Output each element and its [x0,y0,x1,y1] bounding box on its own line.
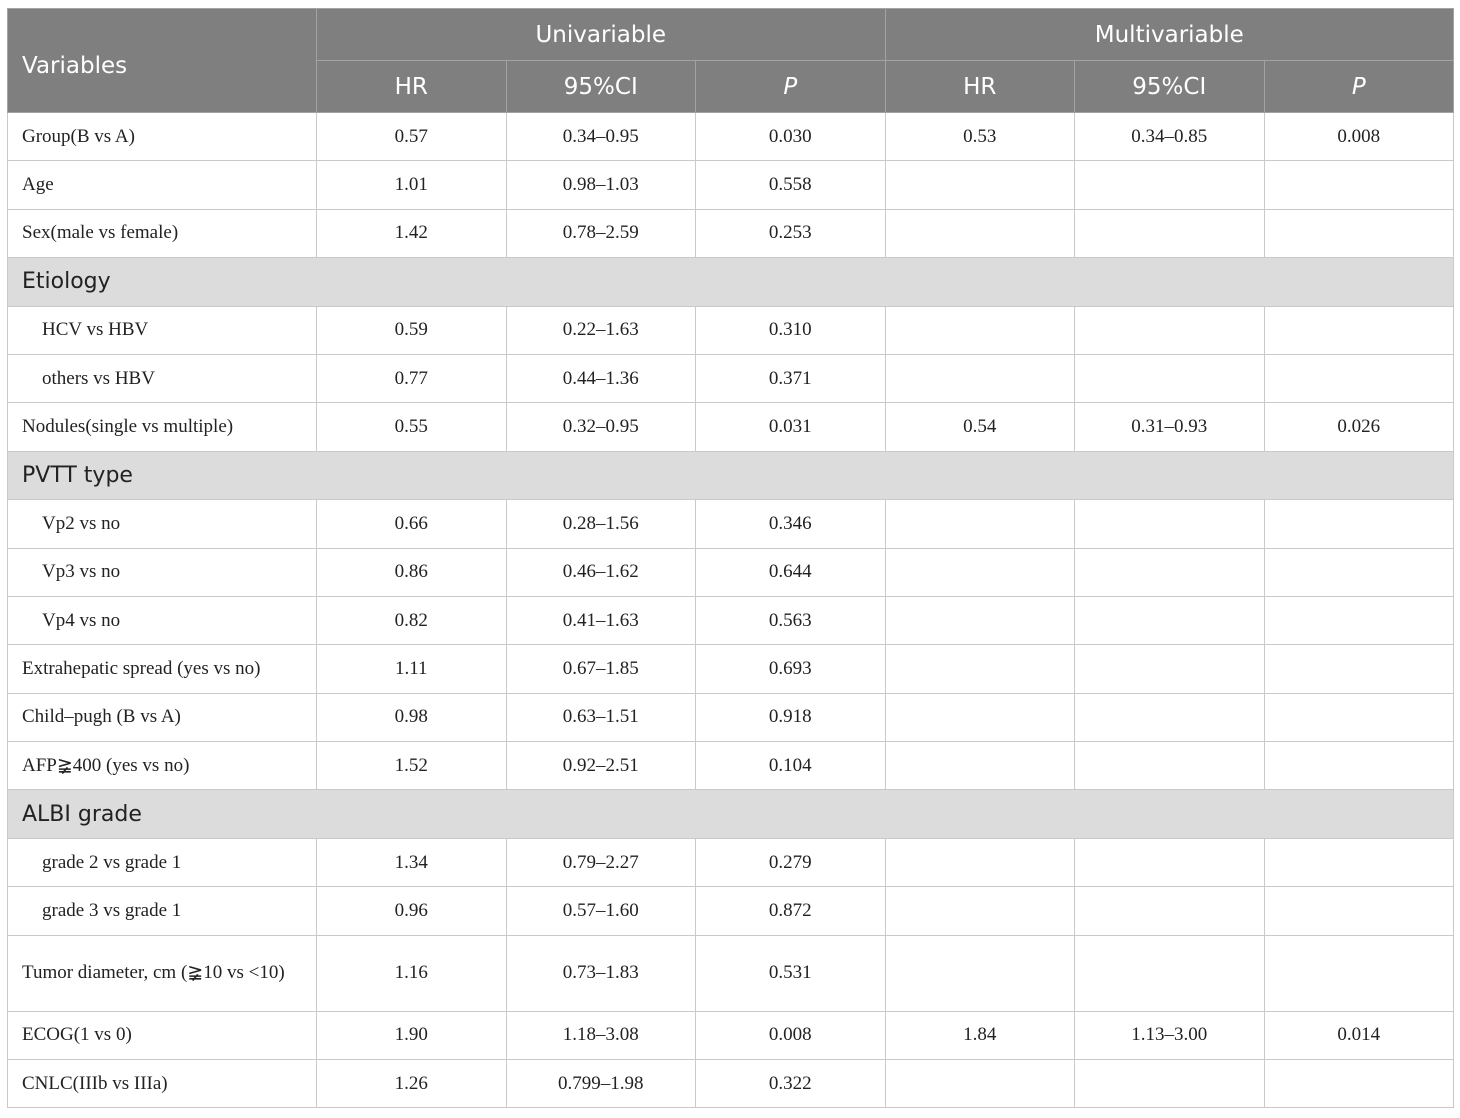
univariable-ci-cell: 0.63–1.51 [506,693,696,741]
multivariable-p-cell [1264,500,1454,548]
table-row [8,935,1454,1011]
univariable-p-cell: 0.693 [696,645,886,693]
table-row [8,1011,1454,1059]
section-label: ALBI grade [8,790,1454,838]
table-row [8,209,1454,257]
univariable-hr-cell: 1.16 [317,935,507,1011]
univariable-ci-cell: 0.78–2.59 [506,209,696,257]
multivariable-hr-cell: 0.54 [885,403,1075,451]
multivariable-ci-cell [1075,306,1265,354]
univariable-ci-cell: 0.79–2.27 [506,838,696,886]
table-row [8,645,1454,693]
multivariable-hr-cell: 0.53 [885,113,1075,161]
univariable-p-cell: 0.310 [696,306,886,354]
table-row [8,306,1454,354]
multivariable-ci-cell [1075,548,1265,596]
multivariable-hr-cell [885,500,1075,548]
multivariable-header: Multivariable [885,9,1454,61]
multivariable-ci-header: 95%CI [1075,61,1265,113]
multivariable-p-cell [1264,1060,1454,1108]
univariable-hr-cell: 0.59 [317,306,507,354]
multivariable-ci-cell [1075,935,1265,1011]
variable-cell: Group(B vs A) [8,113,317,161]
multivariable-hr-cell [885,161,1075,209]
multivariable-ci-cell [1075,354,1265,402]
variable-cell: others vs HBV [8,354,317,402]
univariable-hr-cell: 0.96 [317,887,507,935]
variable-cell: Age [8,161,317,209]
univariable-ci-cell: 0.57–1.60 [506,887,696,935]
multivariable-ci-cell [1075,838,1265,886]
variable-cell: Vp4 vs no [8,596,317,644]
univariable-hr-cell: 0.98 [317,693,507,741]
multivariable-ci-cell: 0.34–0.85 [1075,113,1265,161]
multivariable-ci-cell [1075,742,1265,790]
multivariable-p-cell [1264,693,1454,741]
table-row [8,596,1454,644]
univariable-hr-cell: 0.86 [317,548,507,596]
univariable-ci-cell: 0.32–0.95 [506,403,696,451]
univariable-ci-cell: 0.34–0.95 [506,113,696,161]
multivariable-ci-cell: 0.31–0.93 [1075,403,1265,451]
univariable-ci-cell: 0.98–1.03 [506,161,696,209]
univariable-hr-cell: 1.90 [317,1011,507,1059]
univariable-hr-cell: 1.01 [317,161,507,209]
table-row [8,500,1454,548]
multivariable-p-cell [1264,161,1454,209]
univariable-p-cell: 0.030 [696,113,886,161]
table-row [8,838,1454,886]
multivariable-hr-cell [885,1060,1075,1108]
variable-cell: Sex(male vs female) [8,209,317,257]
univariable-ci-cell: 0.22–1.63 [506,306,696,354]
multivariable-p-cell [1264,838,1454,886]
univariable-p-cell: 0.644 [696,548,886,596]
multivariable-ci-cell [1075,209,1265,257]
variables-header: Variables [8,9,317,113]
multivariable-p-header: P [1264,61,1454,113]
multivariable-p-cell [1264,596,1454,644]
univariable-p-cell: 0.008 [696,1011,886,1059]
univariable-p-cell: 0.322 [696,1060,886,1108]
multivariable-ci-cell [1075,1060,1265,1108]
multivariable-p-cell: 0.014 [1264,1011,1454,1059]
univariable-hr-cell: 1.26 [317,1060,507,1108]
multivariable-p-cell [1264,935,1454,1011]
multivariable-hr-cell [885,596,1075,644]
univariable-p-cell: 0.563 [696,596,886,644]
univariable-hr-cell: 0.66 [317,500,507,548]
multivariable-p-cell [1264,209,1454,257]
univariable-p-cell: 0.346 [696,500,886,548]
multivariable-p-cell: 0.008 [1264,113,1454,161]
multivariable-hr-header: HR [885,61,1075,113]
univariable-ci-cell: 0.28–1.56 [506,500,696,548]
multivariable-p-cell [1264,742,1454,790]
multivariable-hr-cell [885,209,1075,257]
section-row [8,451,1454,499]
univariable-p-cell: 0.918 [696,693,886,741]
univariable-ci-header: 95%CI [506,61,696,113]
multivariable-p-cell [1264,548,1454,596]
multivariable-p-cell [1264,306,1454,354]
multivariable-ci-cell [1075,161,1265,209]
regression-table-container [7,8,1453,1108]
variable-cell: Tumor diameter, cm (≩10 vs <10) [8,935,317,1011]
univariable-p-cell: 0.371 [696,354,886,402]
multivariable-hr-cell [885,645,1075,693]
variable-cell: Nodules(single vs multiple) [8,403,317,451]
univariable-ci-cell: 0.73–1.83 [506,935,696,1011]
multivariable-ci-cell [1075,645,1265,693]
multivariable-hr-cell: 1.84 [885,1011,1075,1059]
multivariable-p-cell [1264,645,1454,693]
variable-cell: grade 3 vs grade 1 [8,887,317,935]
univariable-p-cell: 0.031 [696,403,886,451]
variable-cell: HCV vs HBV [8,306,317,354]
univariable-hr-cell: 0.55 [317,403,507,451]
univariable-ci-cell: 0.799–1.98 [506,1060,696,1108]
table-header [8,9,1454,113]
variable-cell: grade 2 vs grade 1 [8,838,317,886]
multivariable-hr-cell [885,935,1075,1011]
table-row [8,742,1454,790]
univariable-p-cell: 0.253 [696,209,886,257]
univariable-hr-cell: 1.34 [317,838,507,886]
table-row [8,161,1454,209]
univariable-p-cell: 0.279 [696,838,886,886]
variable-cell: Vp2 vs no [8,500,317,548]
variable-cell: Child–pugh (B vs A) [8,693,317,741]
multivariable-ci-cell [1075,887,1265,935]
multivariable-hr-cell [885,354,1075,402]
multivariable-ci-cell [1075,693,1265,741]
table-body [8,113,1454,1108]
section-row [8,790,1454,838]
variable-cell: Vp3 vs no [8,548,317,596]
univariable-hr-cell: 0.57 [317,113,507,161]
multivariable-p-cell: 0.026 [1264,403,1454,451]
table-row [8,113,1454,161]
table-row [8,887,1454,935]
univariable-p-cell: 0.872 [696,887,886,935]
variable-cell: CNLC(IIIb vs IIIa) [8,1060,317,1108]
multivariable-hr-cell [885,548,1075,596]
multivariable-hr-cell [885,693,1075,741]
univariable-hr-cell: 1.11 [317,645,507,693]
univariable-ci-cell: 1.18–3.08 [506,1011,696,1059]
univariable-ci-cell: 0.67–1.85 [506,645,696,693]
section-label: PVTT type [8,451,1454,499]
table-row [8,693,1454,741]
multivariable-ci-cell: 1.13–3.00 [1075,1011,1265,1059]
univariable-hr-header: HR [317,61,507,113]
variable-cell: AFP≩400 (yes vs no) [8,742,317,790]
multivariable-hr-cell [885,306,1075,354]
univariable-ci-cell: 0.46–1.62 [506,548,696,596]
univariable-ci-cell: 0.41–1.63 [506,596,696,644]
univariable-ci-cell: 0.92–2.51 [506,742,696,790]
header-row-groups [8,9,1454,61]
variable-cell: ECOG(1 vs 0) [8,1011,317,1059]
table-row [8,548,1454,596]
univariable-p-header: P [696,61,886,113]
table-row [8,354,1454,402]
univariable-p-cell: 0.104 [696,742,886,790]
multivariable-ci-cell [1075,500,1265,548]
univariable-p-cell: 0.531 [696,935,886,1011]
multivariable-hr-cell [885,838,1075,886]
multivariable-hr-cell [885,887,1075,935]
univariable-hr-cell: 1.42 [317,209,507,257]
univariable-p-cell: 0.558 [696,161,886,209]
univariable-hr-cell: 1.52 [317,742,507,790]
variable-cell: Extrahepatic spread (yes vs no) [8,645,317,693]
section-label: Etiology [8,258,1454,306]
section-row [8,258,1454,306]
univariable-hr-cell: 0.82 [317,596,507,644]
univariable-hr-cell: 0.77 [317,354,507,402]
univariable-header: Univariable [317,9,886,61]
table-row [8,403,1454,451]
multivariable-p-cell [1264,887,1454,935]
multivariable-p-cell [1264,354,1454,402]
table-row [8,1060,1454,1108]
multivariable-ci-cell [1075,596,1265,644]
multivariable-hr-cell [885,742,1075,790]
regression-table [7,8,1454,1108]
univariable-ci-cell: 0.44–1.36 [506,354,696,402]
